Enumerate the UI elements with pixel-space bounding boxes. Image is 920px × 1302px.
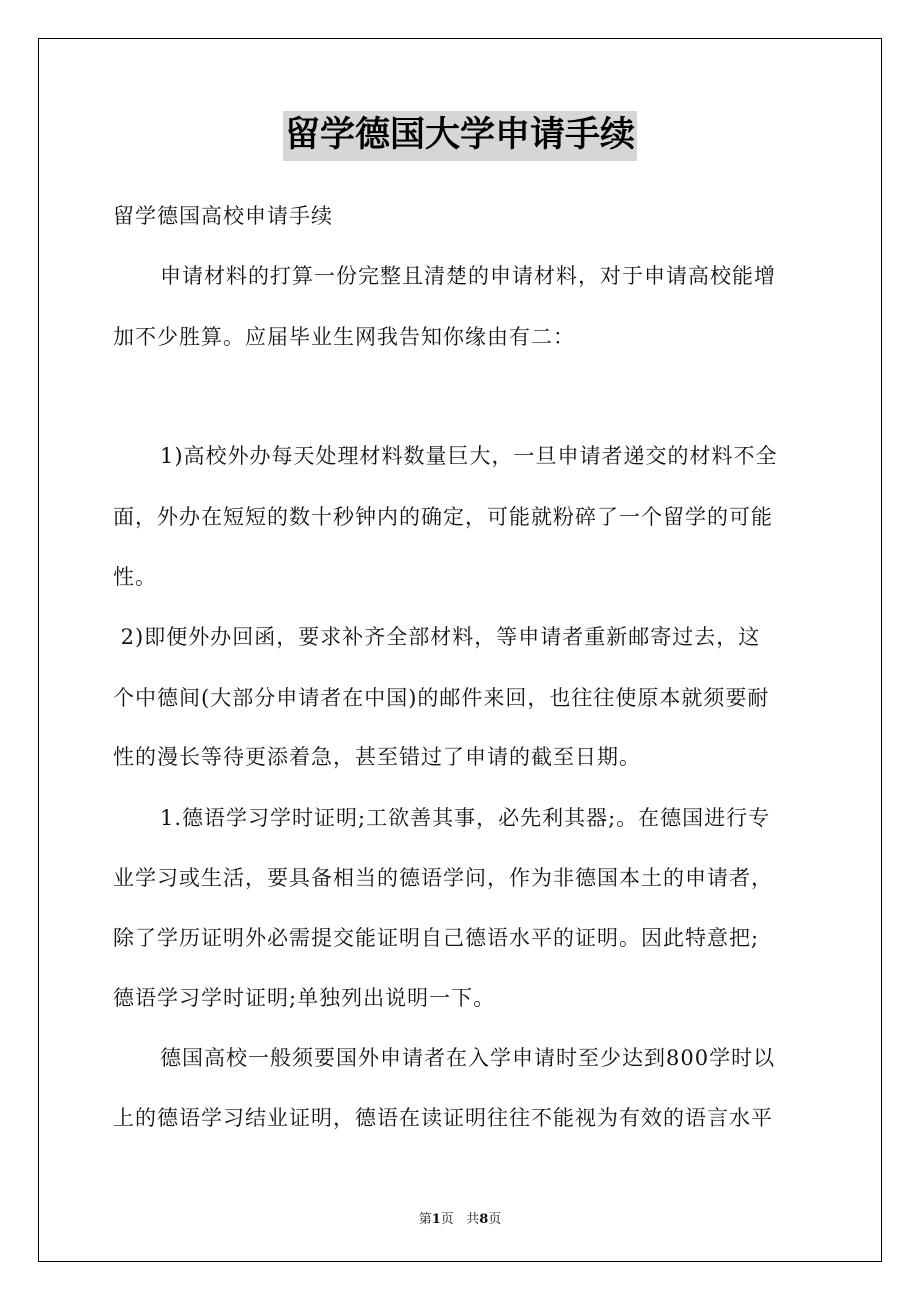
paragraph-line: 业学习或生活，要具备相当的德语学问，作为非德国本土的申请者， — [113, 866, 773, 890]
footer-mid: 页 共 — [440, 1212, 480, 1227]
paragraph-line: 面，外办在短短的数十秒钟内的确定，可能就粉碎了一个留学的可能 — [113, 505, 773, 529]
paragraph-line: 德国高校一般须要国外申请者在入学申请时至少达到800学时以 — [160, 1046, 776, 1070]
paragraph-line: 上的德语学习结业证明，德语在读证明往往不能视为有效的语言水平 — [113, 1106, 773, 1130]
title-container — [0, 111, 920, 161]
paragraph-line: 申请材料的打算一份完整且清楚的申请材料，对于申请高校能增 — [160, 264, 776, 288]
footer-prefix: 第 — [418, 1212, 432, 1227]
paragraph-line: 1)高校外办每天处理材料数量巨大，一旦申请者递交的材料不全 — [160, 444, 778, 468]
paragraph-line: 个中德间(大部分申请者在中国)的邮件来回，也往往使原本就须要耐 — [113, 686, 770, 710]
footer-suffix: 页 — [488, 1212, 502, 1227]
total-page-count: 8 — [479, 1212, 489, 1227]
current-page-number: 1 — [431, 1212, 441, 1227]
paragraph-line: 1.德语学习学时证明;工欲善其事，必先利其器;。在德国进行专 — [160, 806, 771, 830]
paragraph-line: 加不少胜算。应届毕业生网我告知你缘由有二： — [113, 325, 575, 349]
paragraph-line: 性。 — [113, 565, 157, 589]
paragraph-line: 2)即便外办回函，要求补齐全部材料，等申请者重新邮寄过去，这 — [113, 625, 761, 649]
section-heading: 留学德国高校申请手续 — [113, 204, 333, 228]
paragraph-line: 性的漫长等待更添着急，甚至错过了申请的截至日期。 — [113, 745, 641, 769]
paragraph-line: 德语学习学时证明;单独列出说明一下。 — [113, 986, 496, 1010]
document-title: 留学德国大学申请手续 — [283, 111, 637, 161]
page-footer — [0, 1208, 920, 1227]
paragraph-line: 除了学历证明外必需提交能证明自己德语水平的证明。因此特意把; — [113, 926, 760, 950]
